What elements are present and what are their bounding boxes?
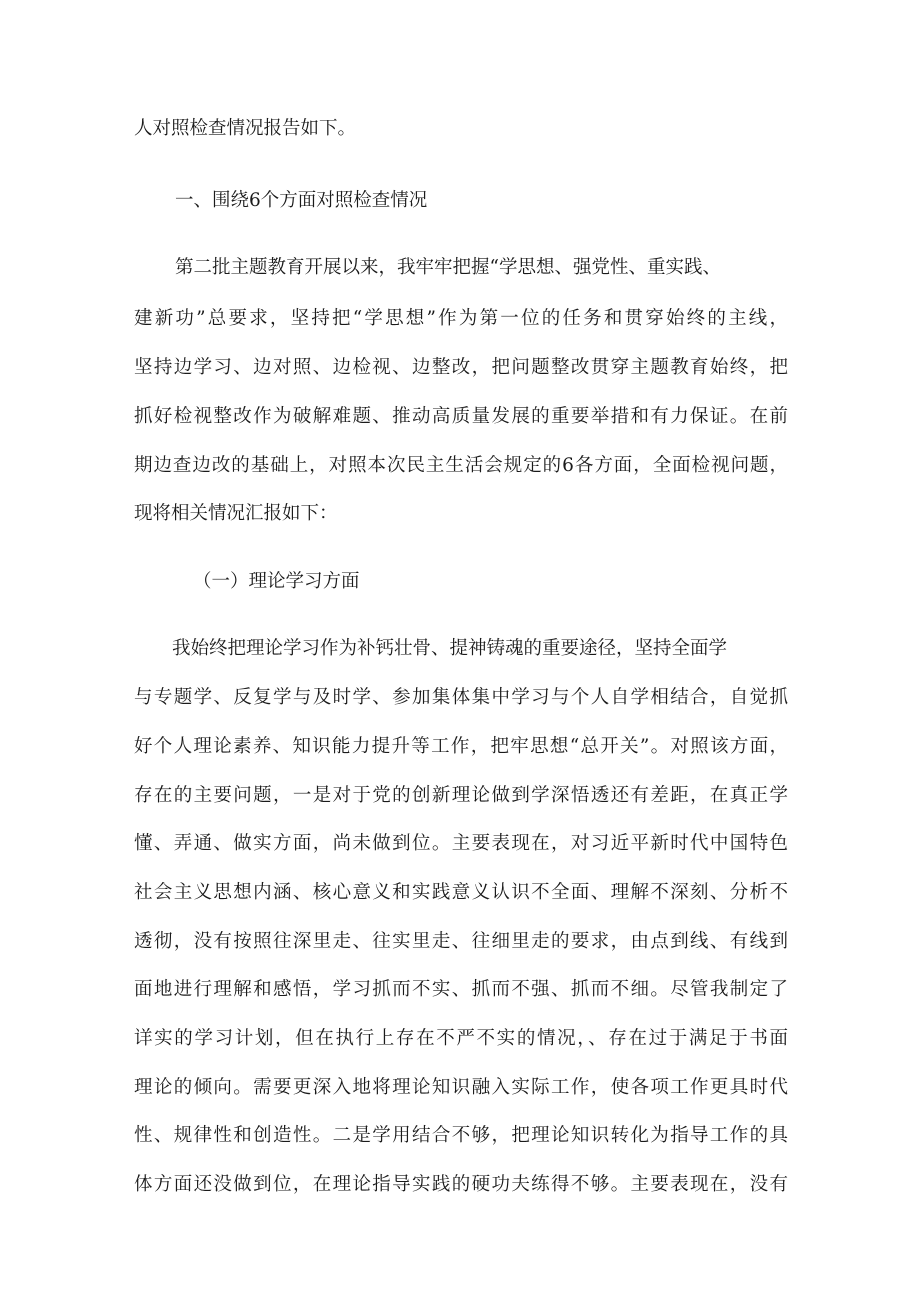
- section-heading: 一、围绕6个方面对照检查情况: [175, 190, 428, 211]
- text-line: 性、规律性和创造性。二是学用结合不够，把理论知识转化为指导工作的具: [134, 1125, 788, 1146]
- text-line: 透彻，没有按照往深里走、往实里走、往细里走的要求，由点到线、有线到: [134, 931, 788, 952]
- text-line: 现将相关情况汇报如下：: [134, 503, 338, 524]
- text-line: 好个人理论素养、知识能力提升等工作，把牢思想“总开关”。对照该方面，: [134, 736, 788, 757]
- text-line: 体方面还没做到位，在理论指导实践的硬功夫练得不够。主要表现在，没有: [134, 1174, 788, 1195]
- text-line: 与专题学、反复学与及时学、参加集体集中学习与个人自学相结合，自觉抓: [134, 687, 788, 708]
- subsection-heading: （一）理论学习方面: [193, 571, 360, 592]
- text-line: 存在的主要问题，一是对于党的创新理论做到学深悟透还有差距，在真正学: [134, 785, 788, 806]
- text-line: 第二批主题教育开展以来，我牢牢把握“学思想、强党性、重实践、: [175, 257, 721, 278]
- text-line: 期边查边改的基础上，对照本次民主生活会规定的6各方面，全面检视问题，: [134, 455, 788, 476]
- text-line: 详实的学习计划，但在执行上存在不严不实的情况，、存在过于满足于书面: [134, 1028, 788, 1049]
- text-line: 建新功”总要求，坚持把“学思想”作为第一位的任务和贯穿始终的主线，: [134, 308, 788, 329]
- text-line: 面地进行理解和感悟，学习抓而不实、抓而不强、抓而不细。尽管我制定了: [134, 979, 788, 1000]
- text-line: 抓好检视整改作为破解难题、推动高质量发展的重要举措和有力保证。在前: [134, 406, 788, 427]
- text-line: 理论的倾向。需要更深入地将理论知识融入实际工作，使各项工作更具时代: [134, 1077, 788, 1098]
- text-line: 坚持边学习、边对照、边检视、边整改，把问题整改贯穿主题教育始终，把: [134, 357, 788, 378]
- text-line: 社会主义思想内涵、核心意义和实践意义认识不全面、理解不深刻、分析不: [134, 882, 788, 903]
- text-line: 懂、弄通、做实方面，尚未做到位。主要表现在，对习近平新时代中国特色: [134, 833, 788, 854]
- text-line: 人对照检查情况报告如下。: [134, 118, 357, 139]
- text-line: 我始终把理论学习作为补钙壮骨、提神铸魂的重要途径，坚持全面学: [172, 638, 728, 659]
